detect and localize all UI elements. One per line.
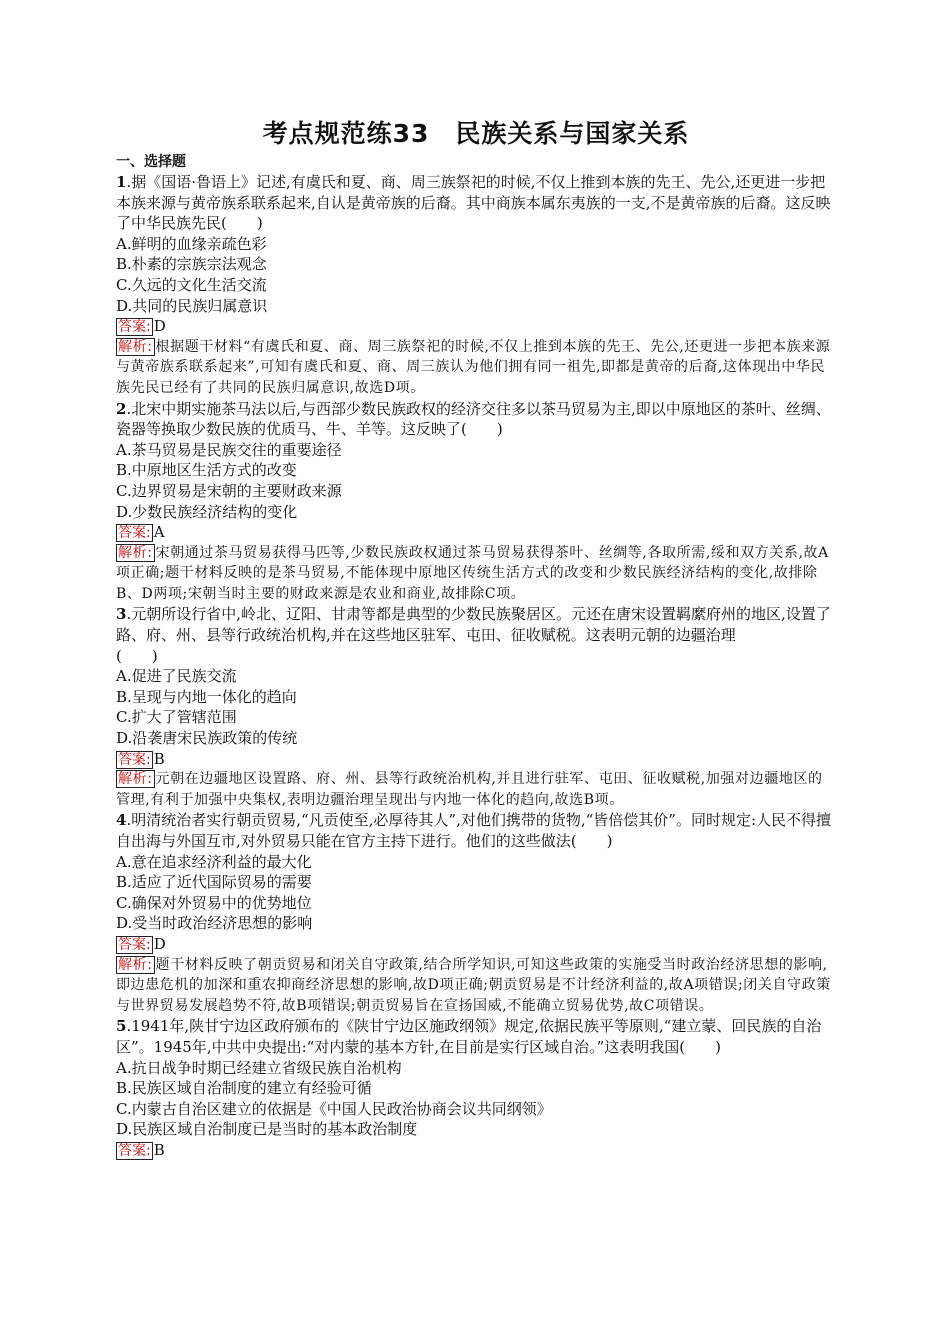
question-number: 4 — [116, 811, 127, 830]
question-text: .北宋中期实施茶马法以后,与西部少数民族政权的经济交往多以茶马贸易为主,即以中原地区的茶叶、丝绸、瓷器等换取少数民族的优质马、牛、羊等。这反映了( ) — [116, 399, 831, 439]
question-block — [116, 399, 836, 605]
explanation-text: 元朝在边疆地区设置路、府、州、县等行政统治机构,并且进行驻军、屯田、征收赋税,加强对边疆地区的管理,有利于加强中央集权,表明边疆治理呈现出与内地一体化的趋向,故选B项。 — [116, 771, 823, 808]
option-c: C.内蒙古自治区建立的依据是《中国人民政治协商会议共同纲领》 — [116, 1099, 552, 1118]
option-b: B.呈现与内地一体化的趋向 — [116, 687, 297, 706]
explanation — [116, 955, 836, 1017]
option-d: D.共同的民族归属意识 — [116, 296, 268, 315]
option-d: D.民族区域自治制度已是当时的基本政治制度 — [116, 1120, 418, 1139]
question-text: .据《国语·鲁语上》记述,有虞氏和夏、商、周三族祭祀的时候,不仅上推到本族的先王、先公,还更进一步把本族来源与黄帝族系联系起来,自认是黄帝族的后裔。其中商族本属东夷族的一支,不是黄帝族的后裔。这反映了中华民族先民( ) — [116, 173, 831, 233]
explanation-tag: 解析: — [118, 338, 153, 355]
question-text: .元朝所设行省中,岭北、辽阳、甘肃等都是典型的少数民族聚居区。元还在唐宋设置羁縻府州的地区,设置了路、府、州、县等行政统治机构,并在这些地区驻军、屯田、征收赋税。这表明元朝的边疆治理 ( ) — [116, 605, 831, 665]
question-block — [116, 1016, 836, 1160]
explanation-tag: 解析: — [118, 544, 153, 561]
answer-line — [116, 749, 836, 770]
question-number: 1 — [116, 173, 127, 191]
option-b: B.民族区域自治制度的建立有经验可循 — [116, 1079, 372, 1098]
answer-value: B — [153, 749, 165, 768]
answer-line — [116, 522, 836, 543]
explanation — [116, 769, 836, 810]
answer-tag: 答案: — [118, 525, 151, 542]
question-text: .明清统治者实行朝贡贸易,“凡贡使至,必厚待其人”,对他们携带的货物,“皆倍偿其价”。同时规定:人民不得擅自出海与外国互市,对外贸易只能在官方主持下进行。他们的这些做法( ) — [116, 811, 832, 850]
option-a: A.促进了民族交流 — [116, 667, 237, 686]
question-number: 3 — [116, 605, 127, 624]
question-stem — [116, 399, 836, 440]
answer-value: D — [153, 317, 166, 336]
page-title: 考点规范练33 民族关系与国家关系 — [262, 119, 690, 148]
question-block — [116, 810, 836, 1016]
option-a: A.意在追求经济利益的最大化 — [116, 852, 312, 871]
option-a: A.茶马贸易是民族交往的重要途径 — [116, 440, 342, 459]
answer-value: A — [153, 523, 165, 542]
question-stem — [116, 810, 836, 851]
option-a: A.抗日战争时期已经建立省级民族自治机构 — [116, 1058, 402, 1077]
question-stem — [116, 604, 836, 666]
option-d: D.少数民族经济结构的变化 — [116, 502, 298, 521]
question-number: 2 — [116, 399, 127, 418]
option-d: D.受当时政治经济思想的影响 — [116, 914, 313, 933]
option-b: B.适应了近代国际贸易的需要 — [116, 873, 312, 892]
question-stem — [116, 1016, 836, 1057]
explanation-tag: 解析: — [118, 771, 153, 788]
answer-tag: 答案: — [118, 751, 151, 768]
explanation — [116, 337, 836, 399]
explanation-text: 根据题干材料“有虞氏和夏、商、周三族祭祀的时候,不仅上推到本族的先王、先公,还更进一步把本族来源与黄帝族系联系起来”,可知有虞氏和夏、商、周三族认为他们拥有同一祖先,即都是黄帝的后裔,这体现出中华民族先民已经有了共同的民族归属意识,故选D项。 — [116, 338, 831, 396]
option-c: C.久远的文化生活交流 — [116, 275, 267, 294]
option-c: C.边界贸易是宋朝的主要财政来源 — [116, 481, 342, 500]
question-stem — [116, 172, 836, 234]
explanation-text: 宋朝通过茶马贸易获得马匹等,少数民族政权通过茶马贸易获得茶叶、丝绸等,各取所需,绥和双方关系,故A项正确;题干材料反映的是茶马贸易,不能体现中原地区传统生活方式的改变和少数民族经济结构的变化,故排除B、D两项;宋朝当时主要的财政来源是农业和商业,故排除C项。 — [116, 544, 829, 602]
option-d: D.沿袭唐宋民族政策的传统 — [116, 729, 298, 748]
answer-value: D — [153, 934, 166, 953]
explanation — [116, 543, 836, 605]
answer-line — [116, 934, 836, 955]
question-block — [116, 604, 836, 810]
answer-value: B — [153, 1140, 165, 1159]
section-heading: 一、选择题 — [116, 154, 186, 170]
document-page — [116, 118, 836, 1161]
option-c: C.扩大了管辖范围 — [116, 708, 237, 727]
question-number: 5 — [116, 1017, 127, 1036]
option-c: C.确保对外贸易中的优势地位 — [116, 893, 312, 912]
answer-line — [116, 316, 836, 337]
question-block — [116, 172, 836, 399]
explanation-tag: 解析: — [118, 956, 153, 973]
explanation-text: 题干材料反映了朝贡贸易和闭关自守政策,结合所学知识,可知这些政策的实施受当时政治经济思想的影响,即边患危机的加深和重农抑商经济思想的影响,故D项正确;朝贡贸易是不计经济利益的,故A项错误;闭关自守政策与世界贸易发展趋势不符,故B项错误;朝贡贸易旨在宣扬国威,不能确立贸易优势,故C项错误。 — [116, 956, 831, 1014]
answer-line — [116, 1140, 836, 1161]
option-b: B.中原地区生活方式的改变 — [116, 461, 297, 480]
question-text: .1941年,陕甘宁边区政府颁布的《陕甘宁边区施政纲领》规定,依据民族平等原则,“建立蒙、回民族的自治区”。1945年,中共中央提出:“对内蒙的基本方针,在目前是实行区域自治。”这表明我国( ) — [116, 1017, 822, 1056]
option-a: A.鲜明的血缘亲疏色彩 — [116, 234, 267, 253]
option-b: B.朴素的宗族宗法观念 — [116, 255, 267, 274]
answer-tag: 答案: — [118, 936, 151, 953]
answer-tag: 答案: — [118, 319, 151, 336]
answer-tag: 答案: — [118, 1142, 151, 1159]
